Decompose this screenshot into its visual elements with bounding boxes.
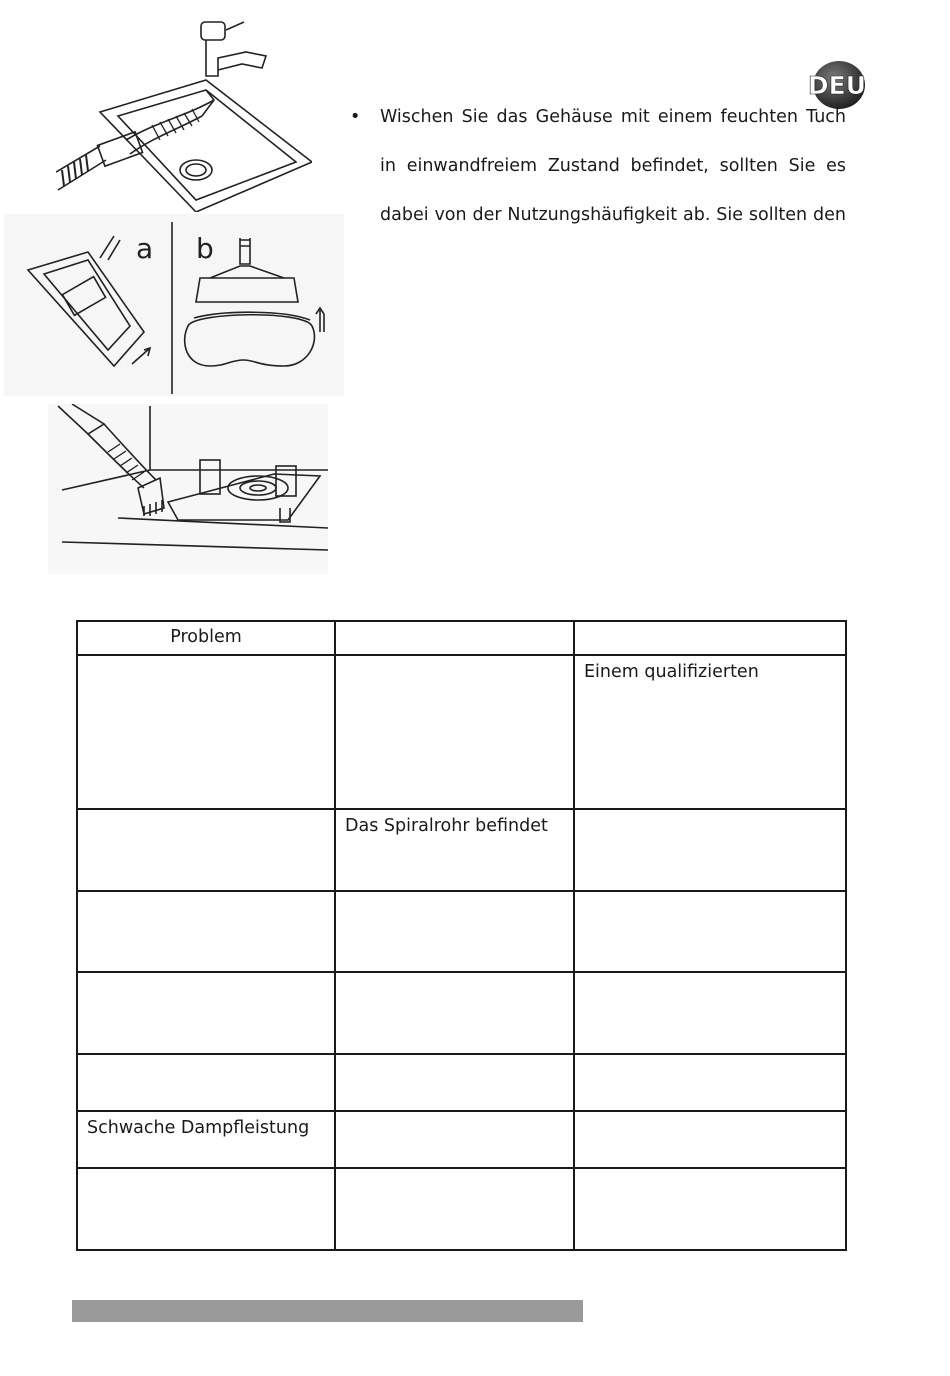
table-cell — [574, 1111, 846, 1168]
label-b: b — [196, 232, 214, 265]
table-cell — [77, 1168, 335, 1250]
table-cell — [335, 1111, 574, 1168]
table-cell — [77, 655, 335, 809]
bullet-line-2: in einwandfreiem Zustand befindet, sollten Sie es — [380, 156, 846, 176]
bullet-symbol: • — [350, 107, 361, 127]
table-cell — [77, 809, 335, 891]
header-solution — [574, 621, 846, 655]
table-cell — [574, 972, 846, 1054]
table-row — [77, 655, 846, 809]
table-cell — [574, 891, 846, 972]
illustration-brush-stove — [48, 404, 328, 574]
illustration-floor-nozzle — [4, 214, 344, 396]
table-cell — [335, 655, 574, 809]
table-cell — [335, 891, 574, 972]
table-row — [77, 1168, 846, 1250]
label-a: a — [136, 232, 154, 265]
table-cell: Schwache Dampfleistung — [77, 1111, 335, 1168]
table-cell — [574, 1054, 846, 1111]
table-row — [77, 809, 846, 891]
header-problem: Problem — [77, 621, 335, 655]
table-row — [77, 891, 846, 972]
table-row — [77, 1111, 846, 1168]
table-cell: Einem qualifizierten — [574, 655, 846, 809]
table-cell — [77, 1054, 335, 1111]
troubleshooting-table — [76, 620, 847, 1251]
header-cause — [335, 621, 574, 655]
table-cell — [335, 972, 574, 1054]
bullet-line-3: dabei von der Nutzungshäufigkeit ab. Sie sollten den — [380, 205, 846, 225]
table-cell — [335, 1054, 574, 1111]
footer-bar — [72, 1300, 583, 1322]
table-cell — [335, 1168, 574, 1250]
bullet-line-1: Wischen Sie das Gehäuse mit einem feuchten Tuch — [380, 107, 846, 127]
illustration-hose-sink — [56, 12, 312, 212]
badge-label: DEU — [807, 71, 867, 100]
table-cell — [77, 891, 335, 972]
table-cell — [77, 972, 335, 1054]
table-row — [77, 1054, 846, 1111]
table-cell — [574, 1168, 846, 1250]
table-cell — [574, 809, 846, 891]
table-row — [77, 972, 846, 1054]
table-cell: Das Spiralrohr befindet — [335, 809, 574, 891]
table-header-row — [77, 621, 846, 655]
